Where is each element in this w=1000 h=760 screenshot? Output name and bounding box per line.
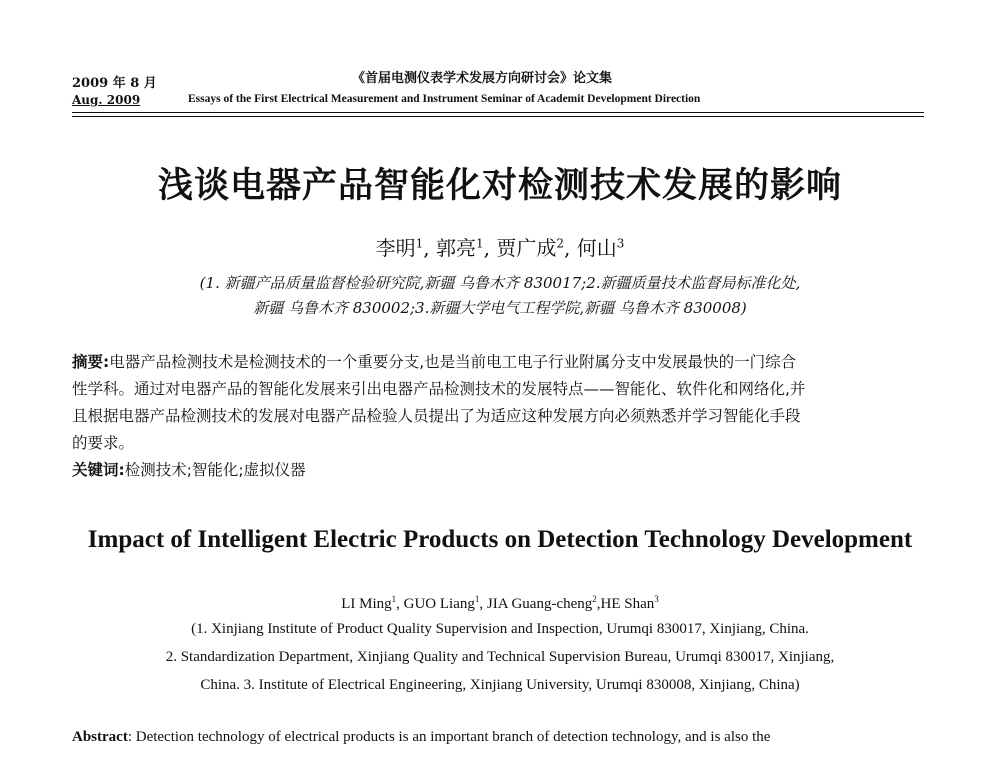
header-rule-thin: [72, 116, 924, 117]
header-date-en: Aug. 2009: [72, 93, 141, 107]
abstract-cn-line1: 摘要:电器产品检测技术是检测技术的一个重要分支,也是当前电工电子行业附属分支中发展最快的一门综合: [72, 353, 797, 371]
abstract-cn-line3: 且根据电器产品检测技术的发展对电器产品检验人员提出了为适应这种发展方向必须熟悉并学习智能化手段: [72, 407, 801, 425]
title-en: Impact of Intelligent Electric Products on Detection Technology Development: [87, 526, 913, 553]
affiliation-cn-line1: (1. 新疆产品质量监督检验研究院,新疆 乌鲁木齐 830017;2.新疆质量技术监督局标准化处,: [199, 274, 801, 292]
affiliation-en-line3: China. 3. Institute of Electrical Engineering, Xinjiang University, Urumqi 830008, Xinjiang, China): [200, 677, 800, 693]
keywords-cn-label: 关键词:: [72, 461, 125, 479]
abstract-cn-label: 摘要:: [72, 353, 110, 371]
keywords-cn: 关键词:检测技术;智能化;虚拟仪器: [72, 461, 306, 479]
header-date-cn: 2009 年 8 月: [72, 76, 157, 91]
title-cn: 浅谈电器产品智能化对检测技术发展的影响: [157, 166, 842, 206]
affiliation-cn-line2: 新疆 乌鲁木齐 830002;3.新疆大学电气工程学院,新疆 乌鲁木齐 830008): [253, 299, 747, 317]
abstract-en: Abstract: Detection technology of electrical products is an important branch of detection technology, and is also the: [72, 729, 771, 745]
authors-en: LI Ming$^1$, GUO Liang$^1$, JIA Guang-cheng$^2$,HE Shan$^3$: [341, 594, 659, 612]
header-proceedings-en: Essays of the First Electrical Measurement and Instrument Seminar of Academit Development Direction: [188, 93, 701, 105]
affiliation-en-line1: (1. Xinjiang Institute of Product Quality Supervision and Inspection, Urumqi 830017, Xinjiang, China.: [191, 621, 809, 637]
abstract-cn-line4: 的要求。: [72, 434, 135, 452]
affiliation-en-line2: 2. Standardization Department, Xinjiang Quality and Technical Supervision Bureau, Urumqi 830017, Xinjiang,: [165, 649, 835, 665]
abstract-cn-line2: 性学科。通过对电器产品的智能化发展来引出电器产品检测技术的发展特点——智能化、软件化和网络化,并: [72, 380, 806, 398]
header-proceedings-cn: 《首届电测仪表学术发展方向研讨会》论文集: [352, 71, 613, 86]
abstract-en-label: Abstract: [72, 729, 128, 745]
authors-cn: 李明$^1$, 郭亮$^1$, 贾广成$^2$, 何山$^3$: [375, 236, 625, 260]
header-rule-thick: [72, 112, 924, 113]
